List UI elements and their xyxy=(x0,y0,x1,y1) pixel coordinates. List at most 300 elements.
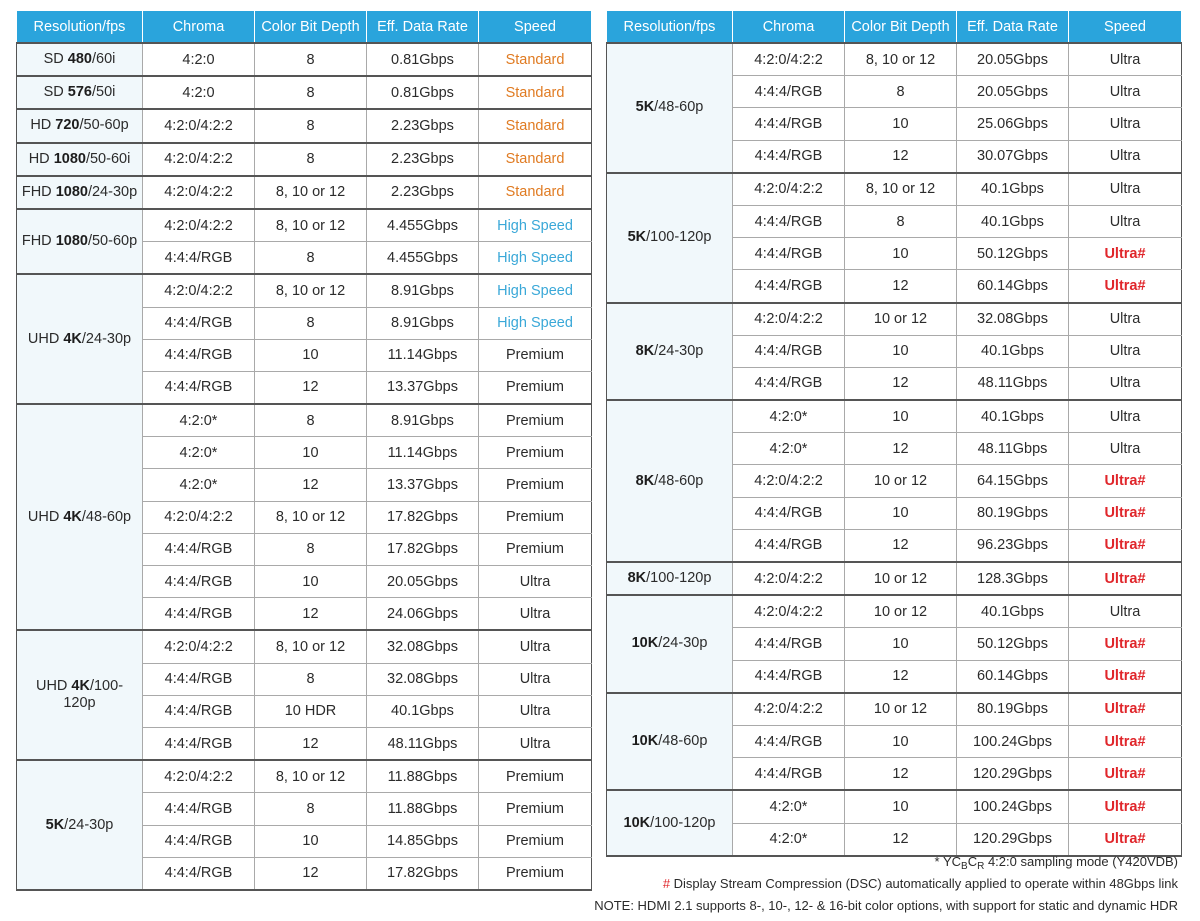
speed-cell: Ultra# xyxy=(1069,465,1182,497)
resolution-cell xyxy=(17,176,143,209)
resolution-fps: /24-30p xyxy=(87,183,138,200)
bit-depth-cell: 10 xyxy=(845,628,957,660)
bit-depth-cell: 10 xyxy=(845,238,957,270)
footnote-dsc xyxy=(663,876,1178,891)
speed-cell: Ultra# xyxy=(1069,497,1182,529)
chroma-cell: 4:2:0/4:2:2 xyxy=(733,303,845,336)
table-row xyxy=(17,76,592,109)
bit-depth-cell: 8, 10 or 12 xyxy=(255,760,367,793)
data-rate-cell: 50.12Gbps xyxy=(957,628,1069,660)
footnote-text: C xyxy=(967,854,978,869)
data-rate-cell: 11.88Gbps xyxy=(367,760,479,793)
resolution-value: 5K xyxy=(635,99,655,116)
data-rate-cell: 17.82Gbps xyxy=(367,857,479,890)
data-rate-cell: 17.82Gbps xyxy=(367,501,479,533)
chroma-cell: 4:4:4/RGB xyxy=(733,725,845,757)
resolution-value: 1080 xyxy=(55,183,88,200)
data-rate-cell: 14.85Gbps xyxy=(367,825,479,857)
speed-cell: Premium xyxy=(479,825,592,857)
chroma-cell: 4:4:4/RGB xyxy=(733,76,845,108)
data-rate-cell: 80.19Gbps xyxy=(957,693,1069,726)
chroma-cell: 4:4:4/RGB xyxy=(143,307,255,339)
resolution-prefix: UHD xyxy=(27,508,64,525)
resolution-fps: /60i xyxy=(91,51,116,68)
footnote-subscript: R xyxy=(977,861,985,872)
bit-depth-cell: 10 xyxy=(845,108,957,140)
footnote-hdr: NOTE: HDMI 2.1 supports 8-, 10-, 12- & 16-bit color options, with support for static and dynamic HDR xyxy=(594,898,1178,913)
bit-depth-cell: 10 xyxy=(255,437,367,469)
resolution-value: 5K xyxy=(627,229,647,246)
chroma-cell: 4:4:4/RGB xyxy=(143,663,255,695)
resolution-cell xyxy=(17,404,143,630)
table-body xyxy=(607,43,1182,856)
header-data-rate: Eff. Data Rate xyxy=(367,11,479,44)
chroma-cell: 4:4:4/RGB xyxy=(143,598,255,631)
data-rate-cell: 8.91Gbps xyxy=(367,404,479,437)
resolution-prefix: SD xyxy=(43,51,68,68)
speed-cell: Premium xyxy=(479,760,592,793)
resolution-cell xyxy=(17,274,143,404)
bit-depth-cell: 8, 10 or 12 xyxy=(255,630,367,663)
table-row xyxy=(17,143,592,176)
data-rate-cell: 128.3Gbps xyxy=(957,562,1069,595)
resolution-prefix: SD xyxy=(43,84,68,101)
speed-cell: High Speed xyxy=(479,274,592,307)
resolution-value: 10K xyxy=(623,814,651,831)
table-row xyxy=(17,209,592,242)
chroma-cell: 4:2:0* xyxy=(143,437,255,469)
data-rate-cell: 32.08Gbps xyxy=(367,630,479,663)
chroma-cell: 4:2:0* xyxy=(733,400,845,433)
speed-cell: Ultra# xyxy=(1069,790,1182,823)
header-row xyxy=(607,11,1182,44)
table-row xyxy=(17,274,592,307)
resolution-cell xyxy=(607,173,733,303)
resolution-fps: /100-120p xyxy=(646,229,712,246)
speed-cell: Standard xyxy=(479,109,592,142)
table-row xyxy=(17,176,592,209)
resolution-cell xyxy=(607,400,733,562)
header-row xyxy=(17,11,592,44)
speed-cell: Ultra# xyxy=(1069,562,1182,595)
resolution-cell xyxy=(607,790,733,855)
data-rate-cell: 2.23Gbps xyxy=(367,176,479,209)
speed-cell: Ultra xyxy=(479,598,592,631)
table-row xyxy=(607,693,1182,726)
speed-cell: Ultra xyxy=(479,566,592,598)
speed-cell: Premium xyxy=(479,437,592,469)
header-color-bit-depth: Color Bit Depth xyxy=(845,11,957,44)
chroma-cell: 4:4:4/RGB xyxy=(143,533,255,565)
data-rate-cell: 11.14Gbps xyxy=(367,339,479,371)
resolution-cell xyxy=(607,595,733,693)
speed-cell: Ultra xyxy=(1069,140,1182,173)
data-rate-cell: 32.08Gbps xyxy=(957,303,1069,336)
resolution-value: 576 xyxy=(67,84,92,101)
header-color-bit-depth: Color Bit Depth xyxy=(255,11,367,44)
resolution-prefix: UHD xyxy=(27,330,64,347)
speed-cell: Ultra# xyxy=(1069,628,1182,660)
speed-cell: Premium xyxy=(479,501,592,533)
table-row xyxy=(607,790,1182,823)
chroma-cell: 4:2:0/4:2:2 xyxy=(733,173,845,206)
table-row xyxy=(607,303,1182,336)
header-speed: Speed xyxy=(1069,11,1182,44)
speed-cell: Ultra# xyxy=(1069,238,1182,270)
data-rate-cell: 48.11Gbps xyxy=(367,727,479,760)
data-rate-cell: 100.24Gbps xyxy=(957,790,1069,823)
speed-cell: Ultra xyxy=(479,695,592,727)
chroma-cell: 4:2:0* xyxy=(733,790,845,823)
bit-depth-cell: 10 xyxy=(845,400,957,433)
data-rate-cell: 120.29Gbps xyxy=(957,758,1069,791)
table-row xyxy=(607,43,1182,76)
data-rate-cell: 8.91Gbps xyxy=(367,307,479,339)
speed-cell: Ultra xyxy=(1069,76,1182,108)
resolution-cell xyxy=(607,693,733,791)
chroma-cell: 4:2:0/4:2:2 xyxy=(733,465,845,497)
resolution-cell xyxy=(17,630,143,760)
chroma-cell: 4:4:4/RGB xyxy=(733,205,845,237)
speed-cell: Ultra xyxy=(1069,108,1182,140)
data-rate-cell: 8.91Gbps xyxy=(367,274,479,307)
resolution-cell xyxy=(17,760,143,890)
data-rate-cell: 20.05Gbps xyxy=(367,566,479,598)
speed-cell: Ultra xyxy=(1069,400,1182,433)
speed-cell: Premium xyxy=(479,793,592,825)
bit-depth-cell: 8, 10 or 12 xyxy=(845,173,957,206)
data-rate-cell: 100.24Gbps xyxy=(957,725,1069,757)
bit-depth-cell: 10 xyxy=(845,790,957,823)
speed-cell: Ultra# xyxy=(1069,529,1182,562)
chroma-cell: 4:4:4/RGB xyxy=(733,628,845,660)
chroma-cell: 4:2:0/4:2:2 xyxy=(733,43,845,76)
table-row xyxy=(607,562,1182,595)
bit-depth-cell: 12 xyxy=(255,371,367,404)
speed-cell: Ultra# xyxy=(1069,270,1182,303)
resolution-fps: /48-60p xyxy=(654,99,704,116)
chroma-cell: 4:4:4/RGB xyxy=(733,660,845,693)
resolution-prefix: FHD xyxy=(21,233,56,250)
data-rate-cell: 40.1Gbps xyxy=(367,695,479,727)
speed-cell: Ultra xyxy=(1069,433,1182,465)
speed-cell: Premium xyxy=(479,469,592,501)
chroma-cell: 4:4:4/RGB xyxy=(143,339,255,371)
resolution-cell xyxy=(17,43,143,76)
speed-cell: High Speed xyxy=(479,307,592,339)
data-rate-cell: 80.19Gbps xyxy=(957,497,1069,529)
data-rate-cell: 40.1Gbps xyxy=(957,205,1069,237)
data-rate-cell: 17.82Gbps xyxy=(367,533,479,565)
table-row xyxy=(607,400,1182,433)
header-data-rate: Eff. Data Rate xyxy=(957,11,1069,44)
resolution-value: 1080 xyxy=(53,150,86,167)
resolution-prefix: UHD xyxy=(35,678,72,695)
spec-table-right xyxy=(606,10,1182,857)
data-rate-cell: 2.23Gbps xyxy=(367,109,479,142)
data-rate-cell: 40.1Gbps xyxy=(957,335,1069,367)
resolution-value: 4K xyxy=(71,678,90,695)
bit-depth-cell: 10 or 12 xyxy=(845,562,957,595)
chroma-cell: 4:4:4/RGB xyxy=(143,242,255,275)
bit-depth-cell: 8 xyxy=(255,533,367,565)
bit-depth-cell: 12 xyxy=(845,140,957,173)
bit-depth-cell: 12 xyxy=(845,660,957,693)
data-rate-cell: 20.05Gbps xyxy=(957,76,1069,108)
header-resolution: Resolution/fps xyxy=(607,11,733,44)
data-rate-cell: 24.06Gbps xyxy=(367,598,479,631)
table-row xyxy=(17,109,592,142)
bit-depth-cell: 12 xyxy=(845,367,957,400)
resolution-fps: /50-60p xyxy=(79,117,129,134)
resolution-value: 5K xyxy=(45,816,65,833)
data-rate-cell: 120.29Gbps xyxy=(957,823,1069,856)
resolution-fps: /50i xyxy=(91,84,116,101)
resolution-value: 8K xyxy=(627,570,647,587)
chroma-cell: 4:2:0* xyxy=(143,469,255,501)
data-rate-cell: 60.14Gbps xyxy=(957,660,1069,693)
chroma-cell: 4:2:0/4:2:2 xyxy=(733,693,845,726)
resolution-fps: /50-60i xyxy=(85,150,131,167)
resolution-prefix: FHD xyxy=(21,183,56,200)
speed-cell: Premium xyxy=(479,371,592,404)
resolution-value: 8K xyxy=(635,472,655,489)
chroma-cell: 4:2:0/4:2:2 xyxy=(143,109,255,142)
data-rate-cell: 11.88Gbps xyxy=(367,793,479,825)
speed-cell: Ultra# xyxy=(1069,758,1182,791)
data-rate-cell: 64.15Gbps xyxy=(957,465,1069,497)
data-rate-cell: 13.37Gbps xyxy=(367,469,479,501)
resolution-value: 10K xyxy=(631,635,659,652)
speed-cell: Ultra# xyxy=(1069,725,1182,757)
data-rate-cell: 11.14Gbps xyxy=(367,437,479,469)
resolution-fps: /24-30p xyxy=(64,816,114,833)
bit-depth-cell: 10 HDR xyxy=(255,695,367,727)
bit-depth-cell: 10 xyxy=(845,725,957,757)
resolution-value: 8K xyxy=(635,342,655,359)
speed-cell: Ultra xyxy=(479,727,592,760)
resolution-cell xyxy=(17,209,143,274)
resolution-fps: /50-60p xyxy=(87,233,138,250)
resolution-fps: /100-120p xyxy=(646,570,712,587)
speed-cell: High Speed xyxy=(479,242,592,275)
footnote-subscript: B xyxy=(961,861,968,872)
resolution-value: 4K xyxy=(63,508,82,525)
bit-depth-cell: 12 xyxy=(845,529,957,562)
speed-cell: Ultra xyxy=(1069,335,1182,367)
bit-depth-cell: 12 xyxy=(845,433,957,465)
resolution-fps: /100-120p xyxy=(63,678,124,712)
bit-depth-cell: 8, 10 or 12 xyxy=(845,43,957,76)
header-chroma: Chroma xyxy=(143,11,255,44)
resolution-prefix: HD xyxy=(30,117,56,134)
bit-depth-cell: 8 xyxy=(255,109,367,142)
bit-depth-cell: 8, 10 or 12 xyxy=(255,501,367,533)
bit-depth-cell: 8 xyxy=(255,76,367,109)
bit-depth-cell: 12 xyxy=(845,823,957,856)
table-row xyxy=(17,43,592,76)
chroma-cell: 4:2:0/4:2:2 xyxy=(143,501,255,533)
data-rate-cell: 96.23Gbps xyxy=(957,529,1069,562)
chroma-cell: 4:4:4/RGB xyxy=(143,566,255,598)
bit-depth-cell: 8 xyxy=(255,663,367,695)
speed-cell: Premium xyxy=(479,533,592,565)
speed-cell: Ultra xyxy=(1069,43,1182,76)
chroma-cell: 4:4:4/RGB xyxy=(143,793,255,825)
table-row xyxy=(17,760,592,793)
speed-cell: Ultra# xyxy=(1069,823,1182,856)
footnote-text: Display Stream Compression (DSC) automatically applied to operate within 48Gbps link xyxy=(670,876,1178,891)
data-rate-cell: 60.14Gbps xyxy=(957,270,1069,303)
chroma-cell: 4:4:4/RGB xyxy=(143,371,255,404)
bit-depth-cell: 8 xyxy=(255,404,367,437)
bit-depth-cell: 10 or 12 xyxy=(845,693,957,726)
data-rate-cell: 30.07Gbps xyxy=(957,140,1069,173)
bit-depth-cell: 8 xyxy=(845,76,957,108)
resolution-cell xyxy=(607,43,733,173)
resolution-value: 720 xyxy=(55,117,80,134)
data-rate-cell: 25.06Gbps xyxy=(957,108,1069,140)
bit-depth-cell: 8, 10 or 12 xyxy=(255,209,367,242)
table-row xyxy=(17,404,592,437)
bit-depth-cell: 8 xyxy=(255,793,367,825)
bit-depth-cell: 10 xyxy=(255,825,367,857)
bit-depth-cell: 10 xyxy=(845,497,957,529)
bit-depth-cell: 12 xyxy=(255,598,367,631)
speed-cell: Ultra# xyxy=(1069,660,1182,693)
spec-table-left xyxy=(16,10,592,891)
resolution-value: 4K xyxy=(63,330,82,347)
resolution-fps: /48-60p xyxy=(654,472,704,489)
chroma-cell: 4:2:0/4:2:2 xyxy=(733,562,845,595)
footnote-text: 4:2:0 sampling mode (Y420VDB) xyxy=(984,854,1178,869)
speed-cell: Standard xyxy=(479,143,592,176)
chroma-cell: 4:4:4/RGB xyxy=(733,529,845,562)
speed-cell: Ultra xyxy=(1069,595,1182,628)
chroma-cell: 4:2:0/4:2:2 xyxy=(143,760,255,793)
bit-depth-cell: 10 xyxy=(845,335,957,367)
resolution-value: 480 xyxy=(67,51,92,68)
speed-cell: Ultra xyxy=(479,663,592,695)
bit-depth-cell: 8 xyxy=(255,242,367,275)
resolution-fps: /24-30p xyxy=(658,635,708,652)
bit-depth-cell: 8, 10 or 12 xyxy=(255,176,367,209)
resolution-cell xyxy=(607,303,733,401)
data-rate-cell: 40.1Gbps xyxy=(957,400,1069,433)
speed-cell: Premium xyxy=(479,404,592,437)
bit-depth-cell: 8 xyxy=(845,205,957,237)
bit-depth-cell: 12 xyxy=(845,270,957,303)
bit-depth-cell: 12 xyxy=(255,727,367,760)
header-chroma: Chroma xyxy=(733,11,845,44)
data-rate-cell: 0.81Gbps xyxy=(367,76,479,109)
data-rate-cell: 40.1Gbps xyxy=(957,173,1069,206)
data-rate-cell: 48.11Gbps xyxy=(957,367,1069,400)
data-rate-cell: 40.1Gbps xyxy=(957,595,1069,628)
speed-cell: Premium xyxy=(479,857,592,890)
chroma-cell: 4:2:0* xyxy=(143,404,255,437)
data-rate-cell: 13.37Gbps xyxy=(367,371,479,404)
speed-cell: Ultra xyxy=(1069,173,1182,206)
bit-depth-cell: 10 or 12 xyxy=(845,465,957,497)
table-body xyxy=(17,43,592,890)
data-rate-cell: 20.05Gbps xyxy=(957,43,1069,76)
chroma-cell: 4:4:4/RGB xyxy=(143,695,255,727)
chroma-cell: 4:4:4/RGB xyxy=(733,758,845,791)
bit-depth-cell: 8 xyxy=(255,307,367,339)
chroma-cell: 4:4:4/RGB xyxy=(733,140,845,173)
chroma-cell: 4:2:0* xyxy=(733,823,845,856)
speed-cell: Standard xyxy=(479,76,592,109)
chroma-cell: 4:2:0* xyxy=(733,433,845,465)
bit-depth-cell: 10 or 12 xyxy=(845,303,957,336)
speed-cell: Ultra xyxy=(479,630,592,663)
chroma-cell: 4:4:4/RGB xyxy=(733,238,845,270)
table-row xyxy=(607,173,1182,206)
resolution-value: 1080 xyxy=(55,233,88,250)
speed-cell: Ultra# xyxy=(1069,693,1182,726)
data-rate-cell: 32.08Gbps xyxy=(367,663,479,695)
resolution-cell xyxy=(17,109,143,142)
data-rate-cell: 2.23Gbps xyxy=(367,143,479,176)
chroma-cell: 4:2:0/4:2:2 xyxy=(143,143,255,176)
resolution-cell xyxy=(17,143,143,176)
speed-cell: Standard xyxy=(479,43,592,76)
footnote-text: * YC xyxy=(934,854,962,869)
resolution-fps: /24-30p xyxy=(654,342,704,359)
bit-depth-cell: 10 xyxy=(255,339,367,371)
chroma-cell: 4:4:4/RGB xyxy=(733,108,845,140)
resolution-cell xyxy=(607,562,733,595)
resolution-fps: /24-30p xyxy=(81,330,132,347)
chroma-cell: 4:2:0 xyxy=(143,76,255,109)
chroma-cell: 4:4:4/RGB xyxy=(143,857,255,890)
bit-depth-cell: 8, 10 or 12 xyxy=(255,274,367,307)
speed-cell: High Speed xyxy=(479,209,592,242)
header-speed: Speed xyxy=(479,11,592,44)
data-rate-cell: 4.455Gbps xyxy=(367,242,479,275)
bit-depth-cell: 10 xyxy=(255,566,367,598)
bit-depth-cell: 12 xyxy=(255,857,367,890)
hash-symbol: # xyxy=(662,876,671,891)
resolution-prefix: HD xyxy=(28,150,54,167)
speed-cell: Ultra xyxy=(1069,205,1182,237)
speed-cell: Ultra xyxy=(1069,367,1182,400)
table-row xyxy=(607,595,1182,628)
speed-cell: Standard xyxy=(479,176,592,209)
chroma-cell: 4:4:4/RGB xyxy=(143,825,255,857)
chroma-cell: 4:2:0/4:2:2 xyxy=(143,630,255,663)
data-rate-cell: 48.11Gbps xyxy=(957,433,1069,465)
resolution-fps: /48-60p xyxy=(81,508,132,525)
chroma-cell: 4:2:0 xyxy=(143,43,255,76)
data-rate-cell: 0.81Gbps xyxy=(367,43,479,76)
resolution-value: 10K xyxy=(631,733,659,750)
data-rate-cell: 4.455Gbps xyxy=(367,209,479,242)
chroma-cell: 4:4:4/RGB xyxy=(733,270,845,303)
resolution-fps: /48-60p xyxy=(658,733,708,750)
resolution-cell xyxy=(17,76,143,109)
chroma-cell: 4:2:0/4:2:2 xyxy=(143,176,255,209)
footnote-ycbcr xyxy=(934,854,1178,872)
bit-depth-cell: 12 xyxy=(255,469,367,501)
resolution-fps: /100-120p xyxy=(650,814,716,831)
chroma-cell: 4:2:0/4:2:2 xyxy=(733,595,845,628)
chroma-cell: 4:2:0/4:2:2 xyxy=(143,274,255,307)
bit-depth-cell: 12 xyxy=(845,758,957,791)
chroma-cell: 4:4:4/RGB xyxy=(143,727,255,760)
speed-cell: Ultra xyxy=(1069,303,1182,336)
